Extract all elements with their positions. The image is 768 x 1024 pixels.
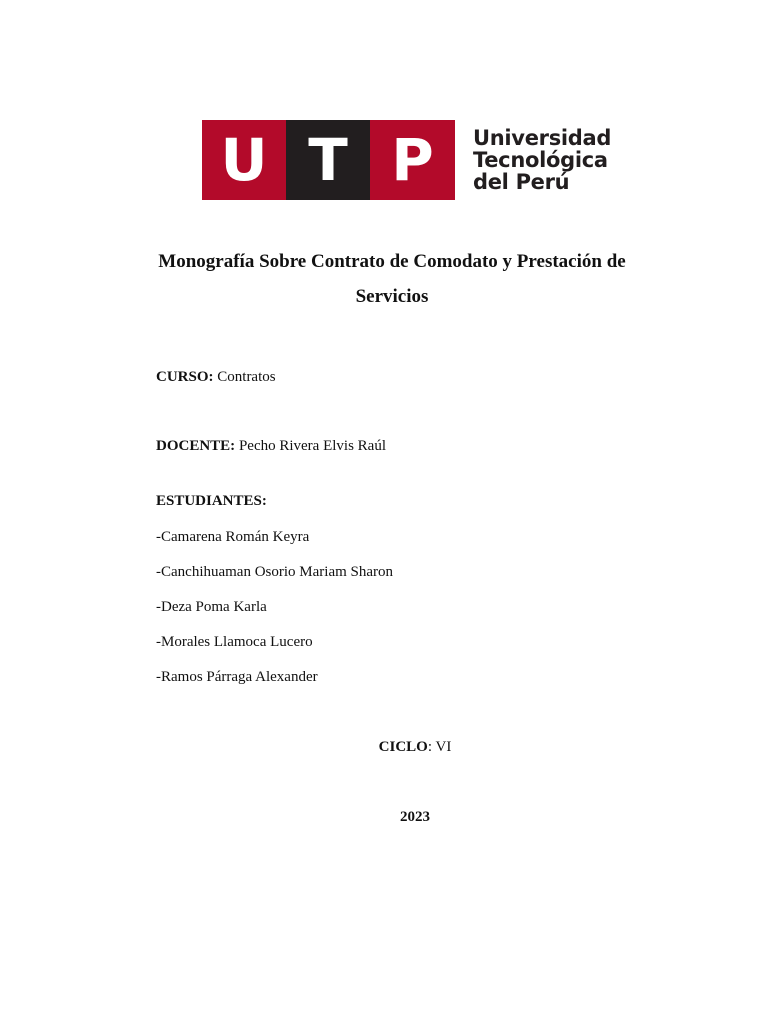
curso-value: Contratos	[217, 369, 276, 385]
ciclo-value: VI	[435, 739, 452, 755]
estudiantes-label: ESTUDIANTES:	[156, 493, 267, 509]
ciclo-separator: :	[427, 739, 433, 755]
ciclo-label: CICLO	[378, 739, 428, 755]
student-list	[156, 527, 393, 702]
student-item: -Morales Llamoca Lucero	[156, 634, 313, 650]
logo-wordmark	[473, 127, 611, 193]
logo-letter-u: U	[202, 120, 286, 200]
student-item: -Canchihuaman Osorio Mariam Sharon	[156, 564, 394, 580]
docente-label: DOCENTE:	[156, 438, 236, 454]
student-item: -Ramos Párraga Alexander	[156, 669, 318, 685]
student-item: -Camarena Román Keyra	[156, 529, 310, 545]
logo-wordmark-line-1: Universidad	[473, 126, 612, 150]
logo-letter-t: T	[286, 120, 370, 200]
curso-label: CURSO:	[156, 369, 214, 385]
docente-value: Pecho Rivera Elvis Raúl	[238, 438, 386, 454]
logo-letter-p: P	[370, 120, 455, 200]
docente-field	[156, 436, 386, 456]
year: 2023	[400, 809, 430, 825]
student-item: -Deza Poma Karla	[156, 599, 267, 615]
logo-wordmark-line-2: Tecnológica	[473, 148, 608, 172]
title-line-1: Monografía Sobre Contrato de Comodato y Prestación de	[158, 251, 626, 272]
title-line-2: Servicios	[355, 286, 429, 307]
ciclo-field	[0, 737, 768, 757]
logo-letter-blocks	[202, 120, 455, 200]
curso-field	[156, 367, 276, 387]
document-title	[100, 244, 684, 314]
utp-logo	[202, 120, 611, 200]
logo-wordmark-line-3: del Perú	[473, 170, 570, 194]
